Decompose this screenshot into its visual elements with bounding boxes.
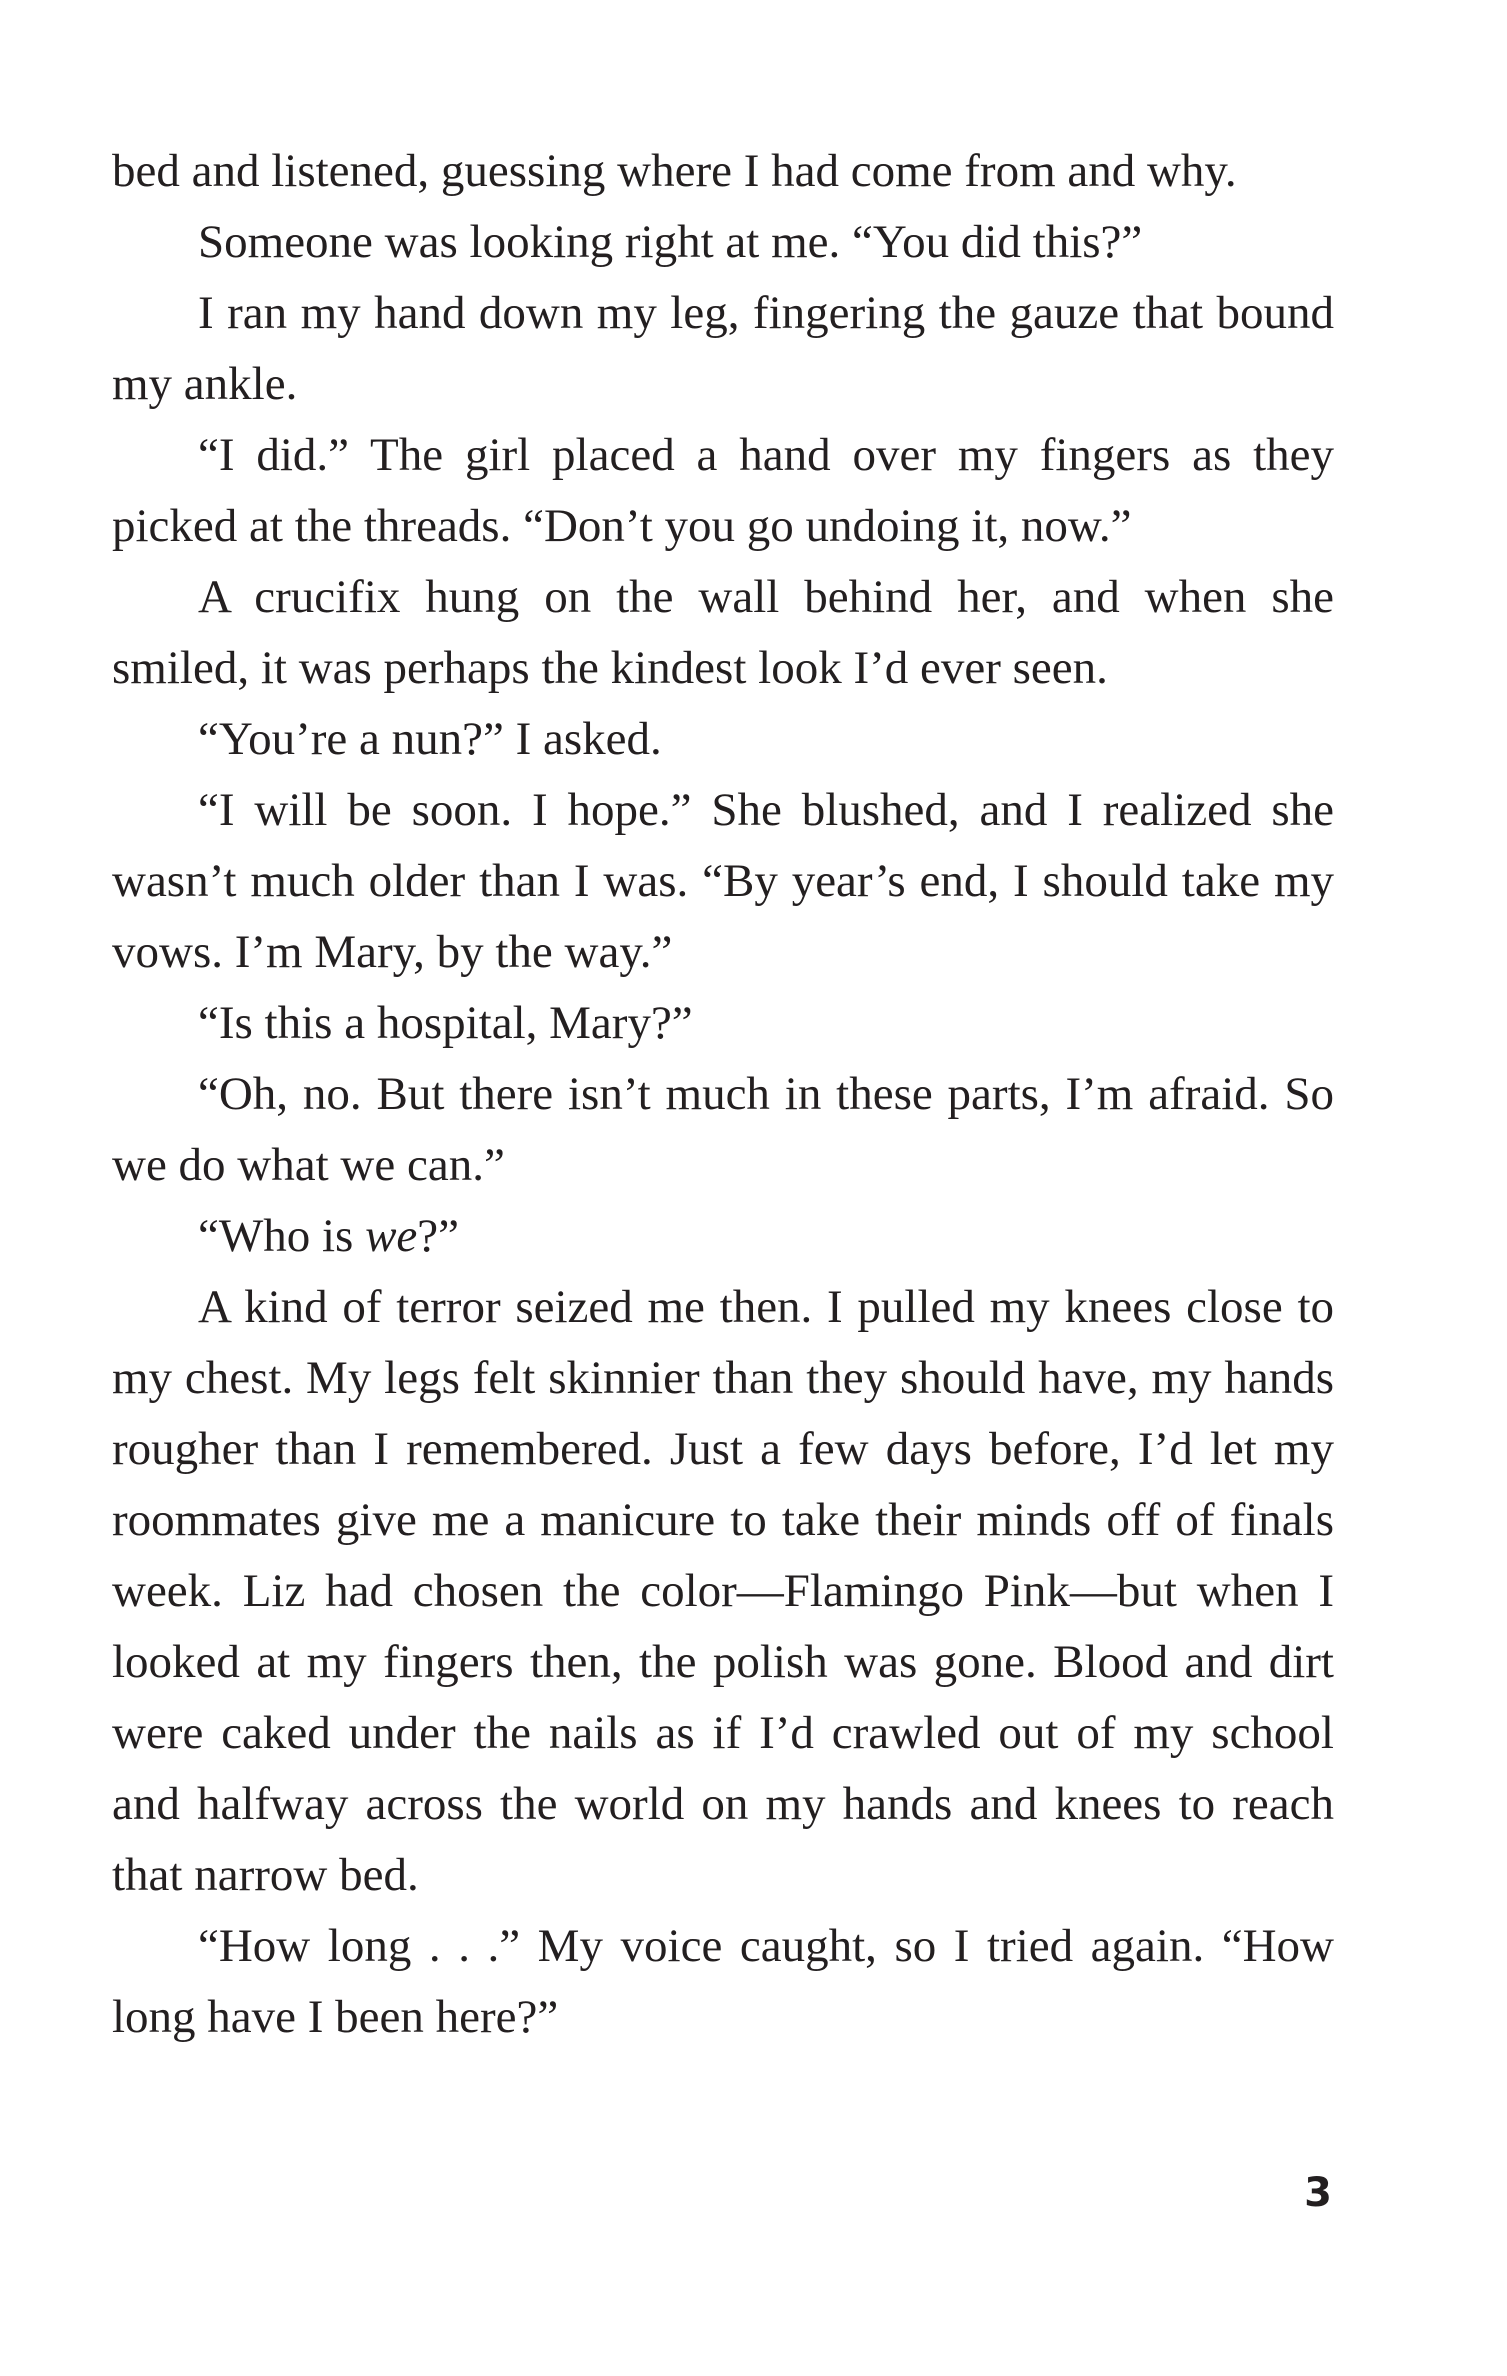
page-number: 3 — [1304, 2170, 1332, 2216]
who-prefix: “Who is — [198, 1210, 366, 1262]
paragraph: A kind of terror seized me then. I pulled my knees close to my chest. My legs felt skinnier than they should have, my hands rougher than I remembered. Just a few days before, I’d let my roommates give me a manicure to take their minds off of finals week. Liz had chosen the color—Flamingo Pink—but when I looked at my fingers then, the polish was gone. Blood and dirt were caked under the nails as if I’d crawled out of my school and halfway across the world on my hands and knees to reach that narrow bed. — [112, 1281, 1334, 1901]
paragraph: “I did.” The girl placed a hand over my fingers as they picked at the threads. “Don’t you go undoing it, now.” — [112, 429, 1334, 552]
body-text — [112, 136, 1334, 2053]
paragraph: bed and listened, guessing where I had come from and why. — [112, 145, 1237, 197]
paragraph-who-is-we — [112, 1201, 1334, 1272]
who-emphasis: we — [365, 1210, 418, 1262]
paragraph: I ran my hand down my leg, fingering the gauze that bound my ankle. — [112, 287, 1334, 410]
paragraph: A crucifix hung on the wall behind her, and when she smiled, it was perhaps the kindest look I’d ever seen. — [112, 571, 1334, 694]
paragraph: “You’re a nun?” I asked. — [198, 713, 662, 765]
paragraph: “Is this a hospital, Mary?” — [198, 997, 693, 1049]
who-suffix: ?” — [417, 1210, 460, 1262]
paragraph: “I will be soon. I hope.” She blushed, and I realized she wasn’t much older than I was. “By year’s end, I should take my vows. I’m Mary, by the way.” — [112, 784, 1334, 978]
paragraph: “How long . . .” My voice caught, so I tried again. “How long have I been here?” — [112, 1920, 1334, 2043]
paragraph: Someone was looking right at me. “You did this?” — [198, 216, 1143, 268]
paragraph: “Oh, no. But there isn’t much in these parts, I’m afraid. So we do what we can.” — [112, 1068, 1334, 1191]
